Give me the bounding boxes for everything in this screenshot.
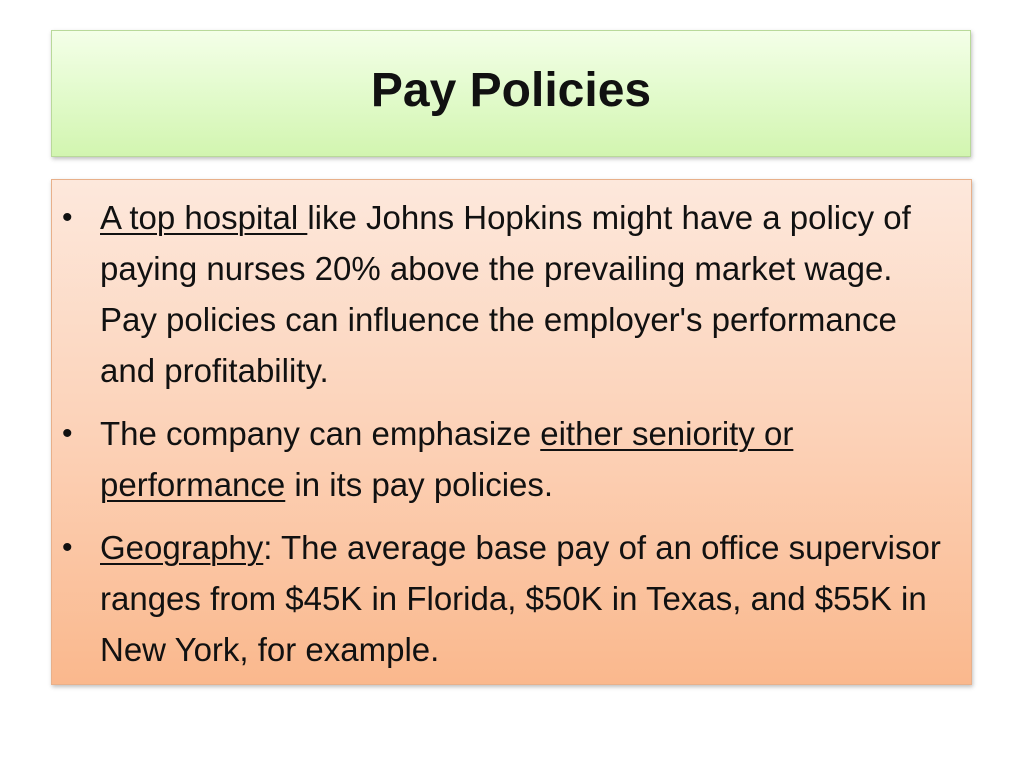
title-box	[51, 30, 971, 157]
bullet-item	[62, 408, 941, 510]
bullet-text: The company can emphasize	[100, 415, 541, 452]
bullet-text: : The average base pay of an office supervisor ranges from $45K in Florida, $50K in Texas, and $55K in New York, for example.	[100, 529, 941, 668]
bullet-dot-icon: •	[62, 417, 73, 450]
content-box	[51, 179, 972, 685]
bullet-dot-icon: •	[62, 201, 73, 234]
bullet-list	[52, 180, 971, 675]
bullet-text: like Johns Hopkins might have a policy of paying nurses 20% above the prevailing market wage. Pay policies can influence the employer's performance and profitability.	[100, 199, 911, 389]
bullet-text: in its pay policies.	[285, 466, 554, 503]
bullet-item	[62, 522, 941, 675]
bullet-text-underlined: either seniority or performance	[100, 415, 794, 503]
bullet-text-underlined: Geography	[100, 529, 264, 566]
bullet-item	[62, 192, 941, 396]
bullet-text-underlined: A top hospital	[100, 199, 308, 236]
slide-title: Pay Policies	[370, 64, 652, 117]
bullet-dot-icon: •	[62, 531, 73, 564]
